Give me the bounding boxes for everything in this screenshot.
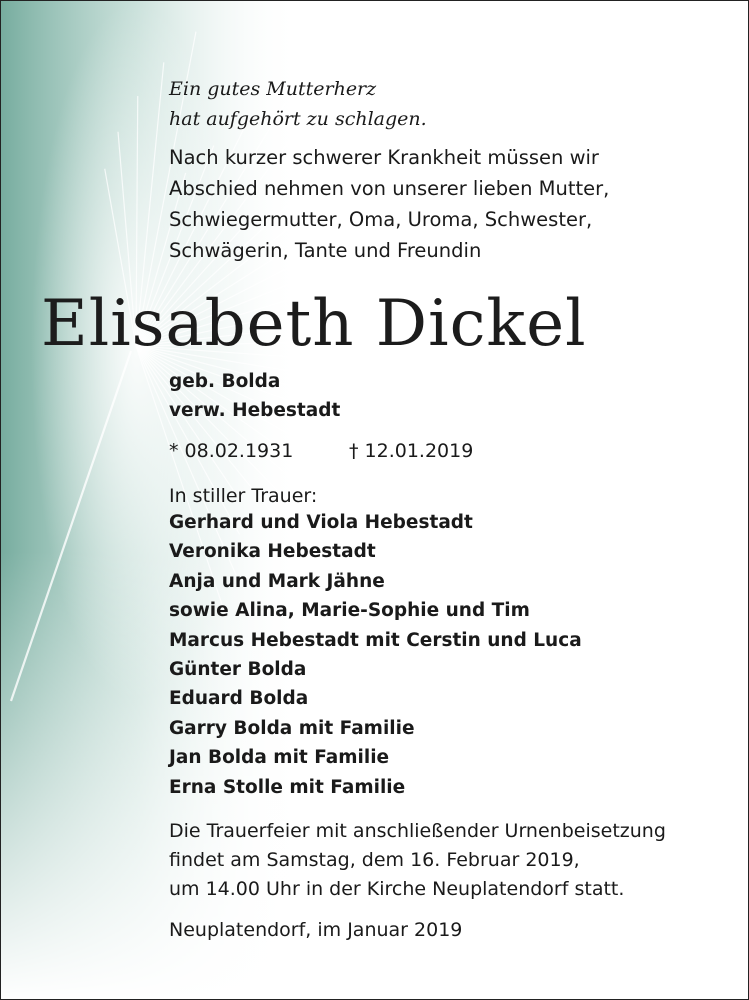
death-date: † 12.01.2019 (349, 440, 474, 462)
widowed-name: verw. Hebestadt (169, 400, 341, 421)
service-line: um 14.00 Uhr in der Kirche Neuplatendorf statt. (169, 878, 625, 900)
intro-text (169, 142, 609, 266)
mourning-intro: In stiller Trauer: (169, 485, 318, 507)
birth-names (169, 367, 340, 425)
intro-line: Schwiegermutter, Oma, Uroma, Schwester, (169, 208, 593, 231)
obituary-text (1, 1, 749, 1000)
motto (169, 74, 427, 134)
motto-line: hat aufgehört zu schlagen. (169, 108, 427, 130)
list-item: Eduard Bolda (169, 688, 309, 710)
list-item: Anja und Mark Jähne (169, 570, 385, 592)
list-item: Günter Bolda (169, 659, 307, 681)
list-item: Veronika Hebestadt (169, 541, 376, 563)
list-item: Garry Bolda mit Familie (169, 717, 415, 739)
list-item: Gerhard und Viola Hebestadt (169, 512, 473, 533)
list-item: Jan Bolda mit Familie (169, 747, 390, 769)
birth-date: * 08.02.1931 (169, 440, 294, 462)
intro-line: Schwägerin, Tante und Freundin (169, 239, 482, 262)
list-item: sowie Alina, Marie-Sophie und Tim (169, 600, 530, 622)
list-item: Erna Stolle mit Familie (169, 776, 406, 798)
list-item: Marcus Hebestadt mit Cerstin und Luca (169, 629, 582, 651)
deceased-name: Elisabeth Dickel (41, 287, 587, 361)
place-date: Neuplatendorf, im Januar 2019 (169, 919, 463, 941)
intro-line: Nach kurzer schwerer Krankheit müssen wir (169, 146, 599, 169)
intro-line: Abschied nehmen von unserer lieben Mutter, (169, 177, 610, 200)
life-dates (169, 437, 473, 465)
mourners-list (169, 508, 582, 802)
service-line: findet am Samstag, dem 16. Februar 2019, (169, 849, 580, 871)
maiden-name: geb. Bolda (169, 371, 281, 392)
motto-line: Ein gutes Mutterherz (169, 78, 377, 100)
service-info (169, 817, 666, 904)
service-line: Die Trauerfeier mit anschließender Urnenbeisetzung (169, 820, 666, 842)
